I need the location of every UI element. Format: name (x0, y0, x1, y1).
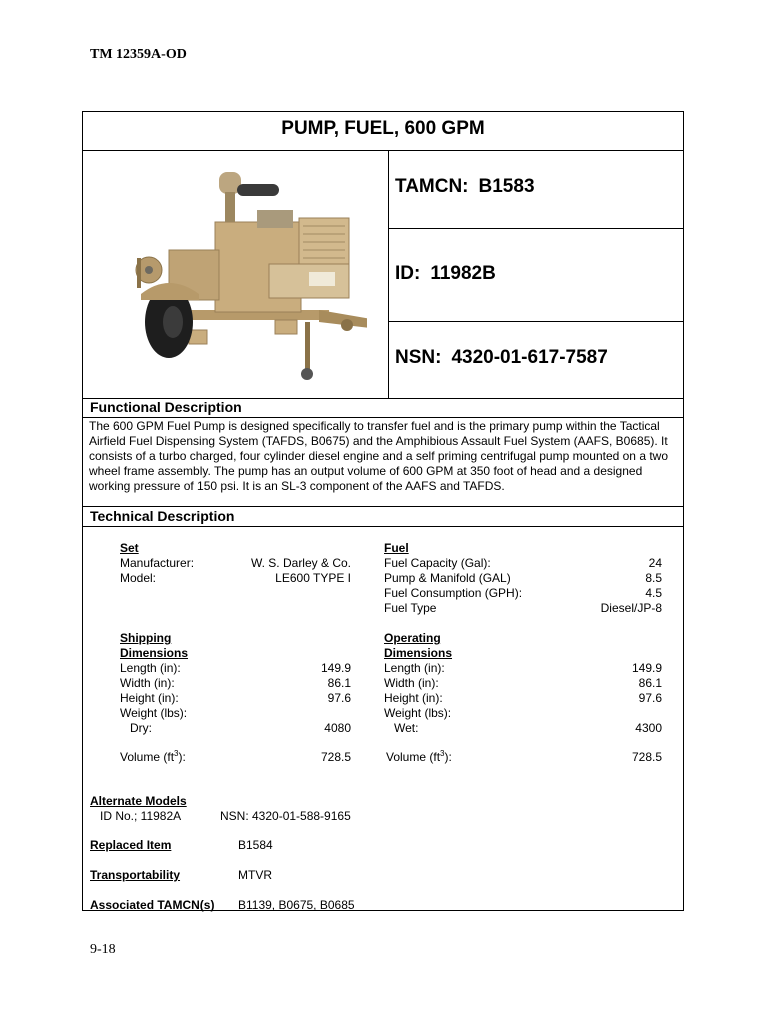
tamcn-label: TAMCN: (395, 176, 469, 197)
functional-description-text: The 600 GPM Fuel Pump is designed specifically to transfer fuel and is the primary pump within the Tactical Airfield Fuel Dispensing System (TAFDS, B0675) and the Amphibious Assault Fuel System (AAFS, B0685). It consists of a turbo charged, four cylinder diesel engine and a self priming centrifugal pump mounted on a two wheel frame assembly. The pump has an output volume of 600 GPM at 350 foot of head and a designed working pressure of 150 psi. It is an SL-3 component of the AAFS and TAFDS. (89, 419, 668, 493)
divider (83, 526, 683, 527)
associated-tamcn-label: Associated TAMCN(s) (90, 898, 215, 912)
operating-height-value: 97.6 (638, 691, 662, 705)
model-value: LE600 TYPE I (275, 571, 351, 585)
dry-weight-value: 4080 (324, 721, 351, 735)
fuel-type-value: Diesel/JP-8 (600, 601, 662, 615)
shipping-heading: Shipping (120, 631, 172, 645)
manufacturer-label: Manufacturer: (120, 556, 195, 570)
replaced-item-value: B1584 (238, 838, 273, 852)
operating-weight-label: Weight (lbs): (384, 706, 452, 720)
divider (83, 150, 683, 151)
divider (388, 150, 389, 398)
pump-manifold-value: 8.5 (645, 571, 662, 585)
operating-volume-label: Volume $(ft^3)$: (386, 749, 452, 764)
divider (83, 417, 683, 418)
shipping-weight-label: Weight (lbs): (120, 706, 188, 720)
divider (388, 228, 683, 229)
document-header: TM 12359A-OD (90, 47, 187, 62)
operating-heading-dimensions: Dimensions (384, 646, 453, 660)
shipping-heading-dimensions: Dimensions (120, 646, 189, 660)
operating-length-label: Length (in): (384, 661, 445, 675)
operating-height-label: Height (in): (384, 691, 443, 705)
functional-description-heading: Functional Description (90, 399, 242, 415)
nsn-value: 4320-01-617-7587 (451, 347, 608, 368)
technical-description-heading: Technical Description (90, 508, 235, 524)
divider (83, 506, 683, 507)
transportability-value: MTVR (238, 868, 272, 882)
manufacturer-value: W. S. Darley & Co. (250, 556, 351, 570)
page-title: PUMP, FUEL, 600 GPM (281, 118, 485, 139)
alternate-id-label: ID No.; 11982A (100, 809, 182, 823)
fuel-type-label: Fuel Type (384, 601, 437, 615)
fuel-pump-trailer-image (119, 162, 367, 384)
wet-weight-value: 4300 (635, 721, 662, 735)
shipping-height-value: 97.6 (327, 691, 351, 705)
wet-weight-label: Wet: (394, 721, 419, 735)
shipping-width-value: 86.1 (327, 676, 351, 690)
fuel-consumption-value: 4.5 (645, 586, 662, 600)
alternate-models-heading: Alternate Models (90, 794, 187, 808)
dry-weight-label: Dry: (130, 721, 152, 735)
fuel-capacity-label: Fuel Capacity (Gal): (384, 556, 491, 570)
id-field (395, 263, 506, 285)
id-value: 11982B (430, 263, 496, 284)
shipping-length-value: 149.9 (320, 661, 351, 675)
shipping-volume-label: Volume $(ft^3)$: (120, 749, 186, 764)
associated-tamcn-value: B1139, B0675, B0685 (238, 898, 355, 912)
shipping-height-label: Height (in): (120, 691, 179, 705)
fuel-capacity-value: 24 (648, 556, 662, 570)
page-number: 9-18 (90, 942, 116, 957)
set-heading: Set (120, 541, 139, 555)
fuel-consumption-label: Fuel Consumption (GPH): (384, 586, 523, 600)
tamcn-value: B1583 (478, 176, 535, 197)
nsn-field (395, 347, 618, 369)
id-label: ID: (395, 263, 421, 284)
operating-width-value: 86.1 (638, 676, 662, 690)
shipping-length-label: Length (in): (120, 661, 181, 675)
fuel-heading: Fuel (384, 541, 409, 555)
replaced-item-label: Replaced Item (90, 838, 172, 852)
operating-volume-value: 728.5 (631, 750, 662, 764)
operating-length-value: 149.9 (631, 661, 662, 675)
shipping-width-label: Width (in): (120, 676, 175, 690)
operating-heading: Operating (384, 631, 441, 645)
alternate-nsn: NSN: 4320-01-588-9165 (220, 809, 351, 823)
transportability-label: Transportability (90, 868, 181, 882)
shipping-volume-value: 728.5 (320, 750, 351, 764)
equipment-data-sheet (82, 111, 684, 911)
nsn-label: NSN: (395, 347, 442, 368)
model-label: Model: (120, 571, 157, 585)
divider (388, 321, 683, 322)
tamcn-field (395, 176, 545, 198)
pump-manifold-label: Pump & Manifold (GAL) (384, 571, 511, 585)
operating-width-label: Width (in): (384, 676, 439, 690)
